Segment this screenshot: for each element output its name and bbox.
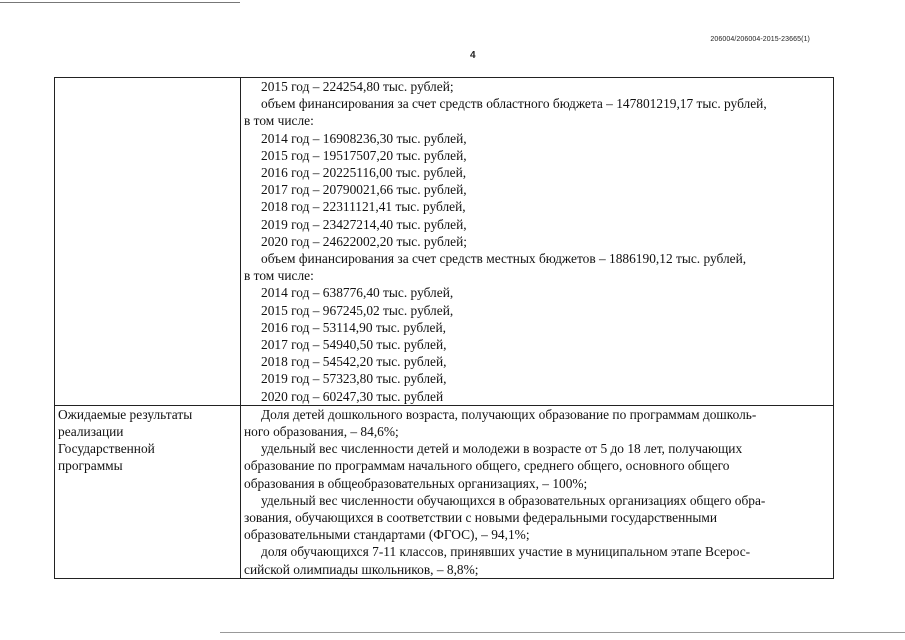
table-row-financing bbox=[55, 78, 834, 406]
text-line: 2015 год – 967245,02 тыс. рублей, bbox=[261, 302, 454, 318]
text-line: 2015 год – 224254,80 тыс. рублей; bbox=[261, 79, 454, 94]
text-line: Доля детей дошкольного возраста, получающих образование по программам дошколь- bbox=[261, 406, 757, 422]
label-line: Ожидаемые результаты bbox=[58, 406, 193, 422]
text-line: 2019 год – 57323,80 тыс. рублей, bbox=[261, 371, 447, 387]
text-line: объем финансирования за счет средств местных бюджетов – 1886190,12 тыс. рублей, bbox=[261, 251, 747, 267]
text-line: ного образования, – 84,6%; bbox=[244, 424, 399, 440]
text-line: 2020 год – 60247,30 тыс. рублей bbox=[261, 388, 444, 404]
scan-edge-line-bottom bbox=[220, 632, 905, 633]
financing-content-cell bbox=[241, 78, 834, 406]
text-line: образовательными стандартами (ФГОС), – 94,1%; bbox=[244, 527, 530, 543]
expected-results-lines bbox=[244, 406, 829, 578]
text-line: объем финансирования за счет средств областного бюджета – 147801219,17 тыс. рублей, bbox=[261, 96, 767, 112]
expected-results-content-cell bbox=[241, 405, 834, 578]
program-passport-table bbox=[54, 77, 834, 579]
text-line: в том числе: bbox=[244, 113, 314, 129]
financing-lines bbox=[244, 78, 829, 405]
text-line: 2015 год – 19517507,20 тыс. рублей, bbox=[261, 147, 467, 163]
text-line: доля обучающихся 7-11 классов, принявших участие в муниципальном этапе Всерос- bbox=[261, 544, 751, 560]
text-line: 2014 год – 16908236,30 тыс. рублей, bbox=[261, 130, 467, 146]
text-line: удельный вес численности обучающихся в образовательных организациях общего обра- bbox=[261, 492, 766, 508]
text-line: 2017 год – 54940,50 тыс. рублей, bbox=[261, 337, 447, 353]
text-line: 2018 год – 22311121,41 тыс. рублей, bbox=[261, 199, 466, 215]
label-line: Государственной bbox=[58, 441, 155, 457]
text-line: 2018 год – 54542,20 тыс. рублей, bbox=[261, 354, 447, 370]
text-line: в том числе: bbox=[244, 268, 314, 284]
row-label-cell bbox=[55, 78, 241, 406]
expected-results-label bbox=[58, 406, 240, 475]
text-line: образования в общеобразовательных организациях, – 100%; bbox=[244, 475, 588, 491]
text-line: 2017 год – 20790021,66 тыс. рублей, bbox=[261, 182, 467, 198]
table-row-expected-results bbox=[55, 405, 834, 578]
scan-edge-line-top bbox=[0, 2, 240, 3]
document-id: 206004/206004-2015-23665(1) bbox=[710, 36, 810, 43]
text-line: удельный вес численности детей и молодежи в возрасте от 5 до 18 лет, получающих bbox=[261, 441, 743, 457]
label-line: реализации bbox=[58, 424, 124, 440]
text-line: сийской олимпиады школьников, – 8,8%; bbox=[244, 561, 479, 577]
row-label-cell bbox=[55, 405, 241, 578]
text-line: 2016 год – 53114,90 тыс. рублей, bbox=[261, 319, 447, 335]
text-line: 2020 год – 24622002,20 тыс. рублей; bbox=[261, 233, 467, 249]
page-number: 4 bbox=[470, 50, 476, 61]
text-line: образование по программам начального общего, среднего общего, основного общего bbox=[244, 458, 730, 474]
text-line: 2019 год – 23427214,40 тыс. рублей, bbox=[261, 216, 467, 232]
label-line: программы bbox=[58, 458, 123, 474]
text-line: зования, обучающихся в соответствии с новыми федеральными государственными bbox=[244, 510, 718, 526]
text-line: 2014 год – 638776,40 тыс. рублей, bbox=[261, 285, 454, 301]
text-line: 2016 год – 20225116,00 тыс. рублей, bbox=[261, 165, 467, 181]
